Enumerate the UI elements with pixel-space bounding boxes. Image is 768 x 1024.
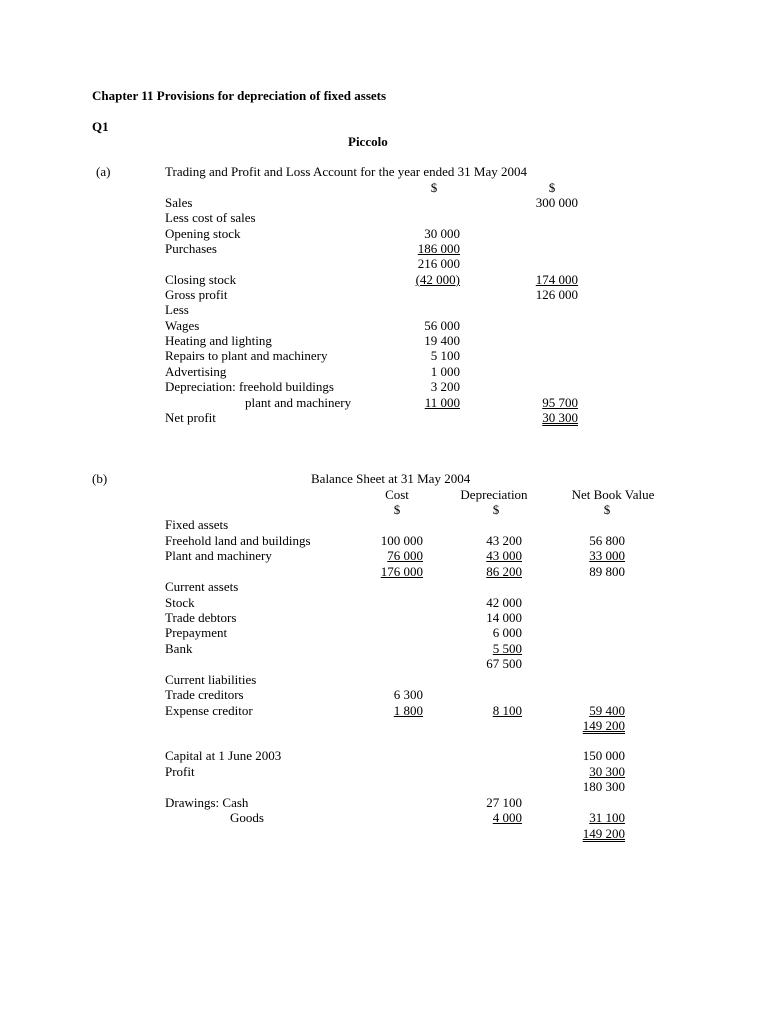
- part-a-label: (a): [96, 164, 111, 179]
- bs-depreciation: 6 000: [492, 625, 522, 640]
- bs-net-book-value: 33 000: [589, 548, 625, 563]
- pl-value-col2: 30 300: [542, 410, 578, 425]
- bs-net-book-value: 149 200: [582, 826, 625, 841]
- bs-depreciation: 27 100: [486, 795, 522, 810]
- pl-value-col2: 174 000: [535, 272, 578, 287]
- bs-net-book-value: 30 300: [589, 764, 625, 779]
- header-cost: Cost: [385, 487, 409, 502]
- pl-row-label: Purchases: [165, 241, 217, 256]
- bs-depreciation: 8 100: [492, 703, 522, 718]
- pl-row-label: Less cost of sales: [165, 210, 256, 225]
- bs-depreciation: 43 200: [486, 533, 522, 548]
- bs-net-book-value: 59 400: [589, 703, 625, 718]
- pl-row-label: Net profit: [165, 410, 216, 425]
- pl-row-label: Closing stock: [165, 272, 237, 287]
- pl-row-label: Depreciation: freehold buildings: [165, 379, 334, 394]
- pl-row-label: Repairs to plant and machinery: [165, 348, 328, 363]
- bs-net-book-value: 31 100: [589, 810, 625, 825]
- bs-row-label: Fixed assets: [165, 517, 229, 532]
- pl-value-col1: 5 100: [430, 348, 460, 363]
- pl-value-col2: 126 000: [535, 287, 578, 302]
- pl-value-col1: (42 000): [415, 272, 460, 287]
- bs-row-label: Drawings: Cash: [165, 795, 249, 810]
- header-net-book-value: Net Book Value: [571, 487, 655, 502]
- bs-row-label: Profit: [165, 764, 195, 779]
- bs-depreciation: 14 000: [486, 610, 522, 625]
- header-depreciation: Depreciation: [460, 487, 528, 502]
- bs-net-book-value: 89 800: [589, 564, 625, 579]
- pl-value-col1: 216 000: [417, 256, 460, 271]
- pl-value-col1: 3 200: [430, 379, 460, 394]
- pl-value-col1: 1 000: [430, 364, 460, 379]
- bs-cost: 76 000: [387, 548, 423, 563]
- chapter-heading: Chapter 11 Provisions for depreciation of fixed assets: [92, 88, 387, 103]
- pl-value-col1: 30 000: [424, 226, 460, 241]
- bs-depreciation: 67 500: [486, 656, 522, 671]
- pl-row-label: plant and machinery: [245, 395, 352, 410]
- pl-value-col2: 95 700: [542, 395, 578, 410]
- bs-row-label: Freehold land and buildings: [165, 533, 311, 548]
- bs-row-label: Stock: [165, 595, 195, 610]
- bs-net-book-value: 180 300: [582, 779, 625, 794]
- pl-row-label: Gross profit: [165, 287, 228, 302]
- pl-value-col1: 186 000: [417, 241, 460, 256]
- currency-depreciation: $: [492, 502, 500, 517]
- bs-cost: 6 300: [393, 687, 423, 702]
- bs-row-label: Capital at 1 June 2003: [165, 748, 282, 763]
- bs-row-label: Plant and machinery: [165, 548, 272, 563]
- part-a-currency-col2: $: [548, 180, 556, 195]
- part-b-label: (b): [92, 471, 108, 486]
- bs-cost: 1 800: [393, 703, 423, 718]
- pl-row-label: Sales: [165, 195, 193, 210]
- bs-depreciation: 42 000: [486, 595, 522, 610]
- bs-depreciation: 86 200: [486, 564, 522, 579]
- bs-row-label: Current liabilities: [165, 672, 257, 687]
- bs-net-book-value: 149 200: [582, 718, 625, 733]
- bs-depreciation: 4 000: [492, 810, 522, 825]
- bs-row-label: Prepayment: [165, 625, 228, 640]
- pl-value-col2: 300 000: [535, 195, 578, 210]
- pl-value-col1: 56 000: [424, 318, 460, 333]
- pl-row-label: Heating and lighting: [165, 333, 272, 348]
- business-name: Piccolo: [348, 134, 388, 149]
- pl-row-label: Advertising: [165, 364, 227, 379]
- part-a-currency-col1: $: [430, 180, 438, 195]
- currency-cost: $: [393, 502, 401, 517]
- bs-cost: 100 000: [380, 533, 423, 548]
- part-a-title: Trading and Profit and Loss Account for the year ended 31 May 2004: [165, 164, 528, 179]
- bs-row-label: Current assets: [165, 579, 239, 594]
- pl-value-col1: 19 400: [424, 333, 460, 348]
- bs-row-label: Expense creditor: [165, 703, 253, 718]
- currency-net-book-value: $: [603, 502, 611, 517]
- pl-value-col1: 11 000: [424, 395, 460, 410]
- bs-depreciation: 5 500: [492, 641, 522, 656]
- bs-net-book-value: 56 800: [589, 533, 625, 548]
- bs-row-label: Trade creditors: [165, 687, 244, 702]
- bs-row-label: Goods: [230, 810, 264, 825]
- part-b-title: Balance Sheet at 31 May 2004: [311, 471, 471, 486]
- bs-row-label: Bank: [165, 641, 193, 656]
- bs-depreciation: 43 000: [486, 548, 522, 563]
- bs-net-book-value: 150 000: [582, 748, 625, 763]
- question-number: Q1: [92, 119, 109, 134]
- pl-row-label: Opening stock: [165, 226, 241, 241]
- pl-row-label: Less: [165, 302, 189, 317]
- bs-cost: 176 000: [380, 564, 423, 579]
- pl-row-label: Wages: [165, 318, 200, 333]
- bs-row-label: Trade debtors: [165, 610, 237, 625]
